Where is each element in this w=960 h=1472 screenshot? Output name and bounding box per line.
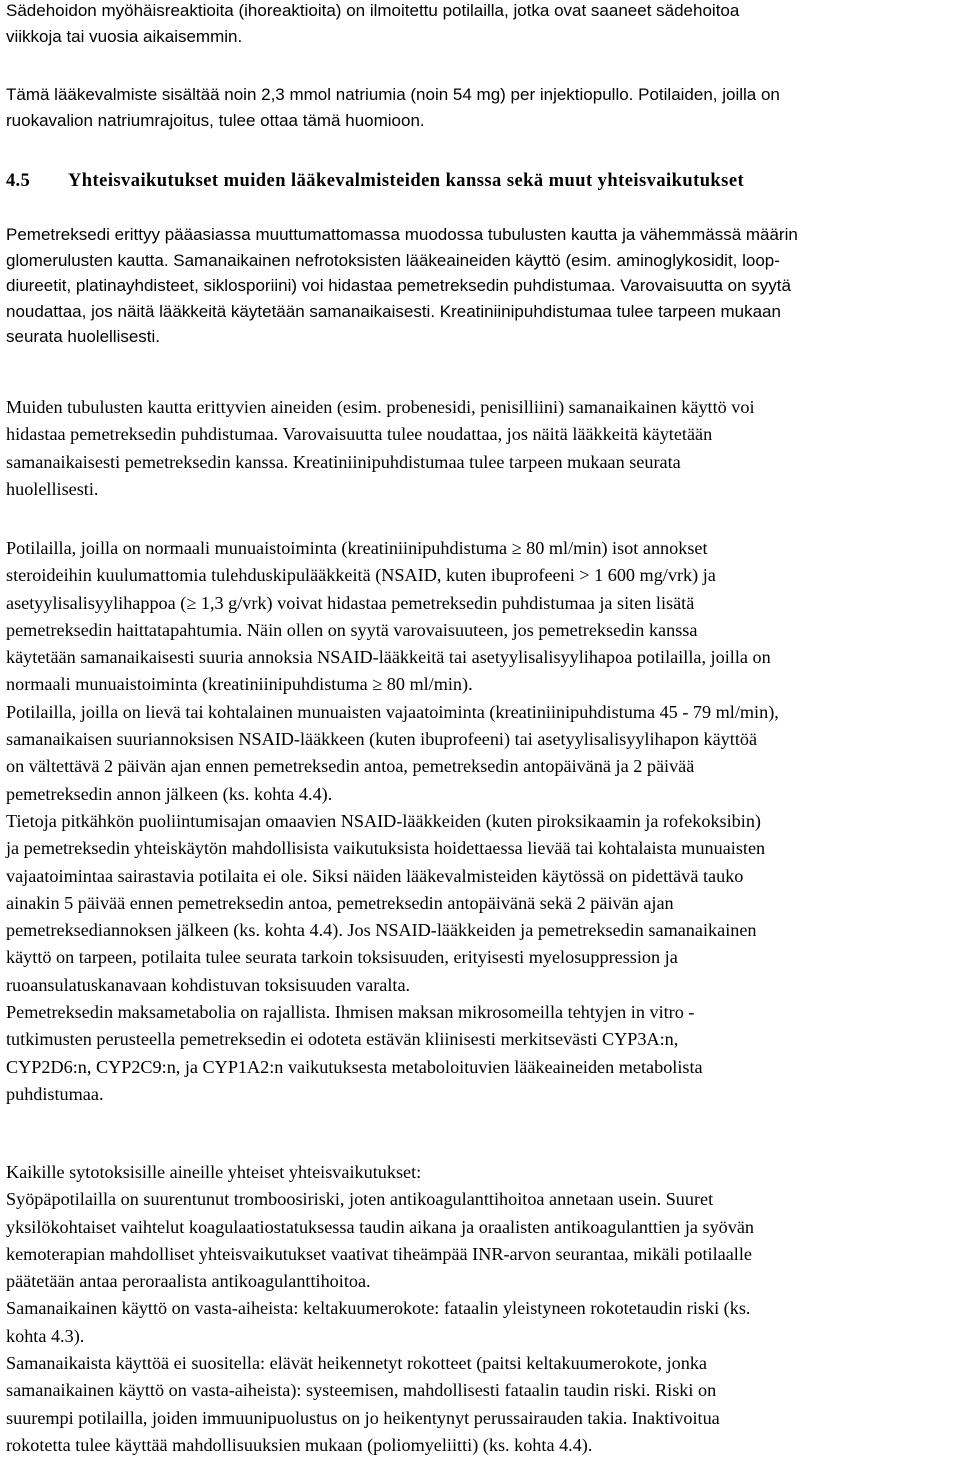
text-line: seurata huolellisesti.: [6, 327, 161, 346]
text-line: huolellisesti.: [6, 478, 99, 499]
text-line: puhdistumaa.: [6, 1083, 104, 1104]
cytotoxic-interactions-paragraph: [6, 1159, 958, 1459]
text-line: on vältettävä 2 päivän ajan ennen pemetreksedin antoa, pemetreksedin antopäivänä ja 2 päivää: [6, 756, 695, 777]
text-line: ainakin 5 päivää ennen pemetreksedin antoa, pemetreksedin antopäivänä sekä 2 päivän ajan: [6, 892, 674, 913]
text-line: vajaatoimintaa sairastavia potilaita ei ole. Siksi näiden lääkevalmisteiden käytössä on pidettävä tauko: [6, 865, 744, 886]
text-line: Samanaikaista käyttöä ei suositella: elävät heikennetyt rokotteet (paitsi keltakuumerokote, jonka: [6, 1353, 708, 1374]
text-line: pemetreksedin annon jälkeen (ks. kohta 4.4).: [6, 783, 333, 804]
text-line: samanaikaisen suuriannoksisen NSAID-lääkkeen (kuten ibuprofeeni) tai asetyylisalisyylihapon käyttöä: [6, 729, 758, 750]
nsaid-paragraph: [6, 535, 958, 1108]
text-line: samanaikainen käyttö on vasta-aiheista): systeemisen, mahdollisesti fataalin taudin riski. Riski on: [6, 1380, 717, 1401]
sodium-paragraph: [6, 82, 958, 133]
section-title: Yhteisvaikutukset muiden lääkevalmisteiden kanssa sekä muut yhteisvaikutukset: [68, 171, 745, 191]
text-line: diureetit, platinayhdisteet, siklosporiini) voi hidastaa pemetreksedin puhdistumaa. Varovaisuutta on syytä: [6, 276, 791, 295]
text-line: Potilailla, joilla on normaali munuaistoiminta (kreatiniinipuhdistuma ≥ 80 ml/min) isot annokset: [6, 538, 708, 558]
text-line: käyttö on tarpeen, potilaita tulee seurata tarkoin toksisuuden, erityisesti myelosuppression ja: [6, 947, 678, 968]
text-line: Syöpäpotilailla on suurentunut tromboosiriski, joten antikoagulanttihoitoa annetaan usein. Suuret: [6, 1189, 714, 1210]
text-line: pemetreksediannoksen jälkeen (ks. kohta 4.4). Jos NSAID-lääkkeiden ja pemetreksedin samanaikainen: [6, 920, 757, 941]
text-line: tutkimusten perusteella pemetreksedin ei odoteta estävän kliinisesti merkitsevästi CYP3A:n,: [6, 1029, 679, 1050]
text-line: kemoterapian mahdolliset yhteisvaikutukset vaativat tiheämpää INR-arvon seurantaa, mikäli potilaalle: [6, 1243, 752, 1264]
text-line: Pemetreksedin maksametabolia on rajallista. Ihmisen maksan mikrosomeilla tehtyjen in vitro -: [6, 1002, 695, 1023]
text-line: viikkoja tai vuosia aikaisemmin.: [6, 26, 243, 46]
text-line: hidastaa pemetreksedin puhdistumaa. Varovaisuutta tulee noudattaa, jos näitä lääkkeitä käytetään: [6, 424, 713, 445]
text-line: rokotetta tulee käyttää mahdollisuuksien mukaan (poliomyeliitti) (ks. kohta 4.4).: [6, 1434, 593, 1455]
text-line: Pemetreksedi erittyy pääasiassa muuttumattomassa muodossa tubulusten kautta ja vähemmässä määrin: [6, 225, 798, 244]
text-line: noudattaa, jos näitä lääkkeitä käytetään samanaikaisesti. Kreatiniinipuhdistumaa tulee tarpeen mukaan: [6, 301, 781, 321]
text-line: Muiden tubulusten kautta erittyvien aineiden (esim. probenesidi, penisilliini) samanaikainen käyttö voi: [6, 397, 755, 417]
text-line: samanaikaisesti pemetreksedin kanssa. Kreatiniinipuhdistumaa tulee tarpeen mukaan seurata: [6, 451, 681, 472]
text-line: glomerulusten kautta. Samanaikainen nefrotoksisten lääkeaineiden käyttö (esim. aminoglykosidit, loop-: [6, 250, 780, 270]
text-line: normaali munuaistoiminta (kreatiniinipuhdistuma ≥ 80 ml/min).: [6, 674, 473, 695]
text-line: kohta 4.3).: [6, 1325, 85, 1346]
intro-paragraph: [6, 0, 958, 49]
text-line: yksilökohtaiset vaihtelut koagulaatiostatuksessa taudin aikana ja oraalisten antikoagulanttien ja syövän: [6, 1216, 755, 1237]
section-heading: [6, 166, 744, 196]
text-line: Tietoja pitkähkön puoliintumisajan omaavien NSAID-lääkkeiden (kuten piroksikaamin ja rofekoksibin): [6, 810, 761, 831]
text-line: steroideihin kuulumattomia tulehduskipulääkkeitä (NSAID, kuten ibuprofeeni > 1 600 mg/vrk) ja: [6, 565, 716, 586]
text-line: pemetreksedin haittatapahtumia. Näin ollen on syytä varovaisuuteen, jos pemetreksedin kanssa: [6, 619, 698, 640]
section-number: 4.5: [6, 171, 31, 191]
text-line: Potilailla, joilla on lievä tai kohtalainen munuaisten vajaatoiminta (kreatiniinipuhdistuma 45 - 79 ml/min),: [6, 701, 779, 722]
text-line: päätetään antaa peroraalista antikoagulanttihoitoa.: [6, 1271, 371, 1292]
text-line: ruokavalion natriumrajoitus, tulee ottaa tämä huomioon.: [6, 110, 425, 130]
text-line: Kaikille sytotoksisille aineille yhteiset yhteisvaikutukset:: [6, 1162, 422, 1182]
text-line: ja pemetreksedin yhteiskäytön mahdollisista vaikutuksista hoidettaessa lievää tai kohtalaista munuaisten: [6, 838, 766, 859]
text-line: suurempi potilailla, joiden immuunipuolustus on jo heikentynyt perussairauden takia. Inaktivoitua: [6, 1407, 720, 1428]
text-line: CYP2D6:n, CYP2C9:n, ja CYP1A2:n vaikutuksesta metaboloituvien lääkeaineiden metabolista: [6, 1056, 703, 1077]
text-line: ruoansulatuskanavaan kohdistuvan toksisuuden varalta.: [6, 974, 411, 995]
excretion-paragraph: [6, 222, 958, 350]
text-line: käytetään samanaikaisesti suuria annoksia NSAID-lääkkeitä tai asetyylisalisyylihapoa potilailla, joilla on: [6, 647, 771, 668]
text-line: asetyylisalisyylihappoa (≥ 1,3 g/vrk) voivat hidastaa pemetreksedin puhdistumaa ja siten lisätä: [6, 592, 695, 613]
text-line: Tämä lääkevalmiste sisältää noin 2,3 mmol natriumia (noin 54 mg) per injektiopullo. Potilaiden, joilla on: [6, 85, 780, 104]
text-line: Sädehoidon myöhäisreaktioita (ihoreaktioita) on ilmoitettu potilailla, jotka ovat saaneet sädehoitoa: [6, 1, 740, 20]
tubular-secretion-paragraph: [6, 394, 958, 503]
text-line: Samanaikainen käyttö on vasta-aiheista: keltakuumerokote: fataalin yleistyneen rokotetaudin riski (ks.: [6, 1298, 751, 1319]
